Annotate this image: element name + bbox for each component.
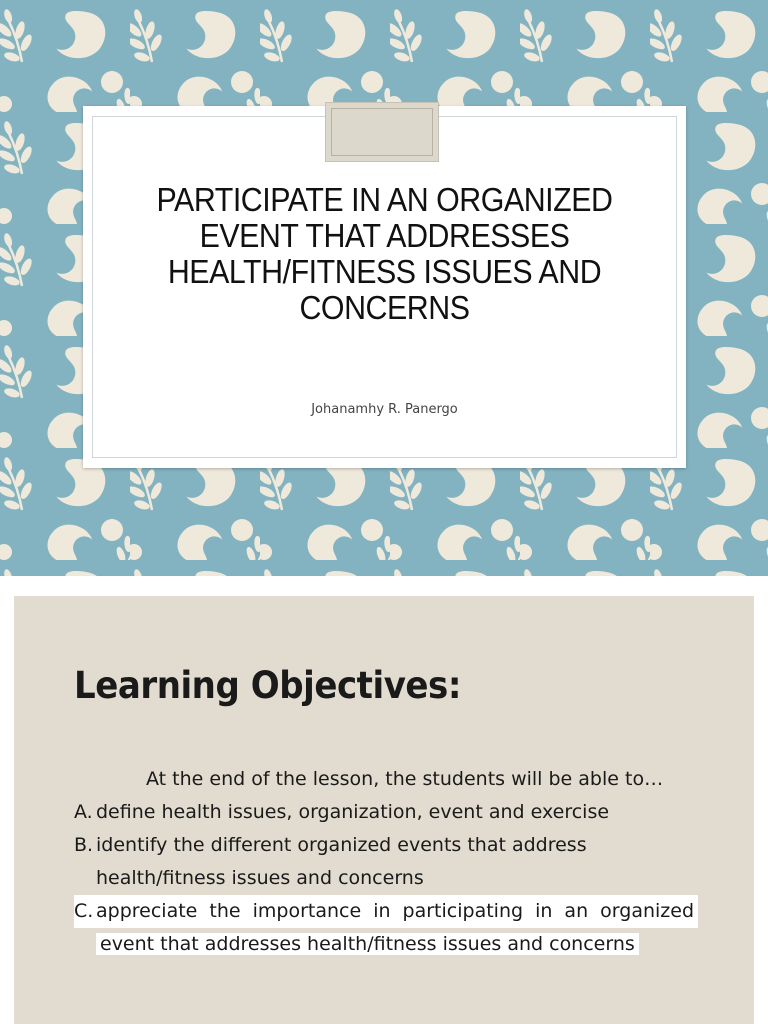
objective-label: B. <box>74 834 94 856</box>
objectives-slide <box>14 596 754 1024</box>
objectives-body <box>74 763 714 961</box>
objective-c-highlight <box>74 895 698 928</box>
slide-title: PARTICIPATE IN AN ORGANIZED EVENT THAT ADDRESSES HEALTH/FITNESS ISSUES AND CONCERNS <box>156 181 613 326</box>
objective-text: appreciate the importance in participating in an organized <box>96 900 694 922</box>
title-card-tab <box>325 102 439 162</box>
objectives-intro: At the end of the lesson, the students will be able to… <box>146 768 664 790</box>
objective-b <box>74 829 714 862</box>
title-card <box>83 106 686 468</box>
objective-label: A. <box>74 801 93 823</box>
objectives-heading: Learning Objectives: <box>74 664 462 707</box>
objective-text: event that addresses health/fitness issues and concerns <box>96 933 639 955</box>
author-name: Johanamhy R. Panergo <box>311 402 458 417</box>
objective-c-continued <box>74 928 714 961</box>
objective-c <box>74 895 714 928</box>
objective-a <box>74 796 714 829</box>
objective-text: identify the different organized events that address <box>96 834 587 856</box>
objective-text: define health issues, organization, event and exercise <box>96 801 610 823</box>
objective-label: C. <box>74 900 94 922</box>
objective-b-continued <box>74 862 714 895</box>
objective-text: health/fitness issues and concerns <box>96 867 424 889</box>
